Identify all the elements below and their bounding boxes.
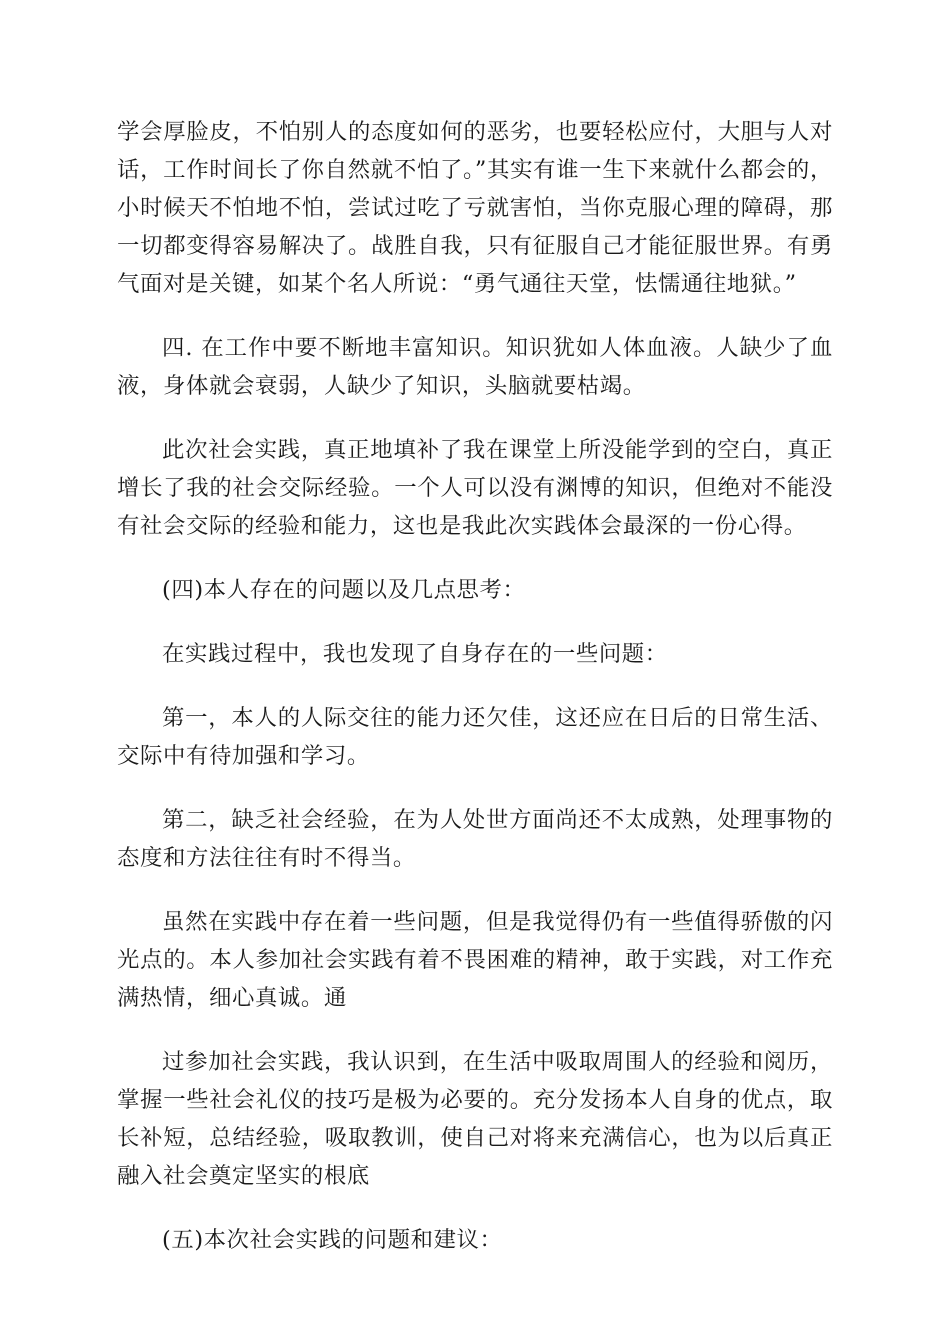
paragraph-practice-summary: 此次社会实践，真正地填补了我在课堂上所没能学到的空白，真正增长了我的社会交际经验。一个人可以没有渊博的知识，但绝对不能没有社会交际的经验和能力，这也是我此次实践体会最深的一份心得。 xyxy=(117,437,833,539)
paragraph-highlights: 虽然在实践中存在着一些问题，但是我觉得仍有一些值得骄傲的闪光点的。本人参加社会实践有着不畏困难的精神，敢于实践，对工作充满热情，细心真诚。通 xyxy=(117,909,833,1011)
paragraph-realization: 过参加社会实践，我认识到，在生活中吸取周围人的经验和阅历，掌握一些社会礼仪的技巧是极为必要的。充分发扬本人自身的优点，取长补短，总结经验，吸取教训，使自己对将来充满信心，也为以后真正融入社会奠定坚实的根底 xyxy=(117,1049,833,1189)
paragraph-problem-second: 第二，缺乏社会经验，在为人处世方面尚还不太成熟，处理事物的态度和方法往往有时不得当。 xyxy=(117,807,833,871)
section-heading-suggestions: (五)本次社会实践的问题和建议： xyxy=(162,1227,503,1253)
paragraph-problem-first: 第一，本人的人际交往的能力还欠佳，这还应在日后的日常生活、交际中有待加强和学习。 xyxy=(117,705,833,769)
document-page xyxy=(117,113,833,1285)
section-heading-problems: (四)本人存在的问题以及几点思考： xyxy=(162,577,526,603)
paragraph-problems-intro: 在实践过程中，我也发现了自身存在的一些问题： xyxy=(162,641,668,667)
paragraph-knowledge: 四. 在工作中要不断地丰富知识。知识犹如人体血液。人缺少了血液，身体就会衰弱，人缺少了知识，头脑就要枯竭。 xyxy=(117,335,833,399)
paragraph-continuation: 学会厚脸皮，不怕别人的态度如何的恶劣，也要轻松应付，大胆与人对话，工作时间长了你自然就不怕了。”其实有谁一生下来就什么都会的，小时候天不怕地不怕，尝试过吃了亏就害怕，当你克服心理的障碍，那一切都变得容易解决了。战胜自我，只有征服自己才能征服世界。有勇气面对是关键，如某个名人所说：“勇气通往天堂，怯懦通往地狱。” xyxy=(117,119,833,297)
